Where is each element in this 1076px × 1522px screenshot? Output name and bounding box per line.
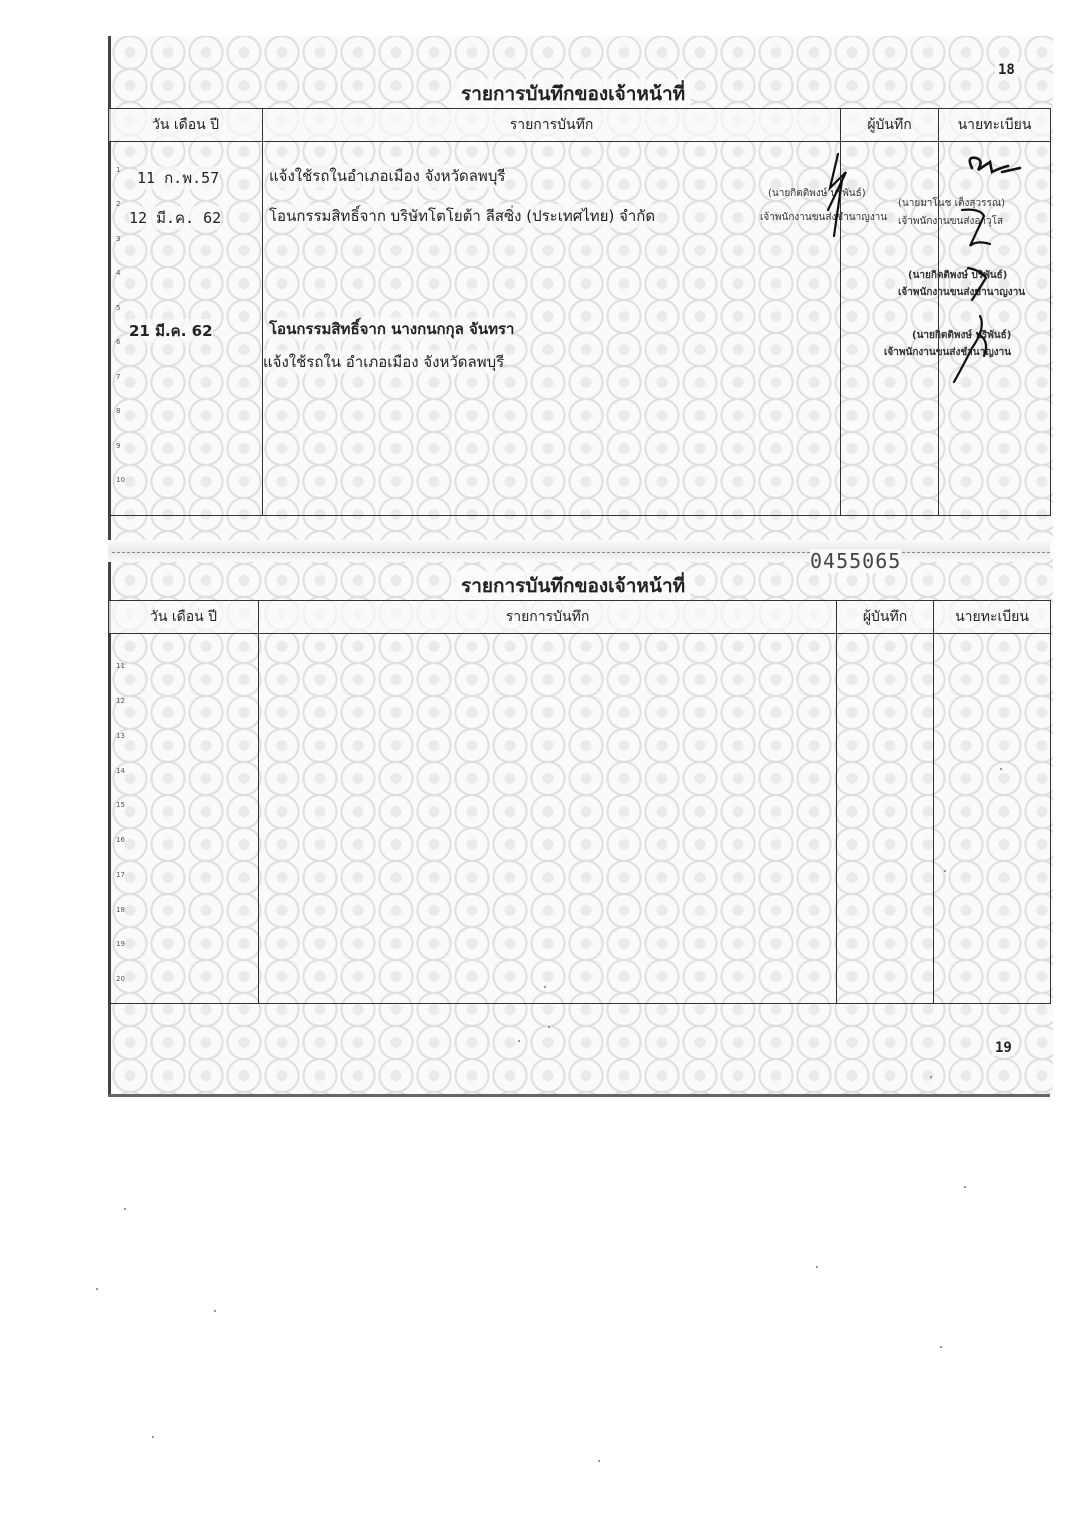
section-title-lower: รายการบันทึกของเจ้าหน้าที่	[455, 571, 691, 601]
signature-mark-registrar	[950, 150, 1040, 400]
scan-speck	[152, 1436, 154, 1438]
signature-mark-recorder	[820, 150, 860, 240]
header-registrar: นายทะเบียน	[934, 601, 1051, 634]
signature-name-4: (นายกิตติพงษ์ บริพันธ์)	[912, 330, 1012, 341]
row-text-3: โอนกรรมสิทธิ์จาก นางกนกกุล จันทรา	[269, 317, 514, 341]
line-number: 1	[116, 166, 121, 174]
line-number: 2	[116, 200, 121, 208]
line-number: 8	[116, 407, 121, 415]
signature-name-1: (นายกิตติพงษ์ บริพันธ์)	[768, 188, 866, 199]
signature-title-3: เจ้าพนักงานขนส่งชำนาญงาน	[898, 287, 1026, 298]
scan-speck	[964, 1186, 966, 1188]
records-table-lower	[108, 600, 1051, 1004]
header-registrar: นายทะเบียน	[939, 109, 1051, 142]
row-date-2: 12 มี.ค. 62	[129, 206, 221, 230]
signature-name-3: (นายกิตติพงษ์ บริพันธ์)	[908, 270, 1008, 281]
header-recorder: ผู้บันทึก	[841, 109, 939, 142]
recorder-column	[837, 634, 934, 1004]
header-date: วัน เดือน ปี	[109, 601, 259, 634]
line-number: 11	[116, 662, 125, 670]
row-text-1: แจ้งใช้รถในอำเภอเมือง จังหวัดลพบุรี	[269, 164, 505, 188]
line-number: 17	[116, 871, 125, 879]
signature-name-2: (นายมาโนช เต็งสุวรรณ)	[898, 198, 1006, 209]
page-number-bottom: 19	[992, 1040, 1015, 1056]
line-number: 13	[116, 732, 125, 740]
line-number: 5	[116, 304, 121, 312]
scan-speck	[1000, 768, 1002, 770]
scan-speck	[124, 1208, 126, 1210]
date-column	[109, 142, 263, 516]
scan-speck	[940, 1346, 942, 1348]
line-number: 3	[116, 235, 121, 243]
line-number: 18	[116, 906, 125, 914]
line-number: 6	[116, 338, 121, 346]
sheet-bottom-edge	[108, 1094, 1050, 1097]
header-entry: รายการบันทึก	[263, 109, 841, 142]
header-date: วัน เดือน ปี	[109, 109, 263, 142]
scan-speck	[816, 1266, 818, 1268]
row-date-1: 11 ก.พ.57	[137, 166, 219, 190]
line-numbers	[109, 634, 258, 1003]
line-number: 7	[116, 373, 121, 381]
date-column	[109, 634, 259, 1004]
row-text-4: แจ้งใช้รถใน อำเภอเมือง จังหวัดลพบุรี	[263, 350, 504, 374]
registrar-column	[934, 634, 1051, 1004]
page-fold	[108, 540, 1050, 562]
signature-title-1: เจ้าพนักงานขนส่งชำนาญงาน	[760, 212, 888, 223]
scan-speck	[930, 1076, 932, 1078]
entry-column	[259, 634, 837, 1004]
signature-title-2: เจ้าพนักงานขนส่งอาวุโส	[898, 216, 1004, 227]
scan-speck	[548, 1026, 550, 1028]
scan-speck	[598, 1460, 600, 1462]
line-number: 9	[116, 442, 121, 450]
line-number: 12	[116, 697, 125, 705]
scan-speck	[544, 986, 546, 988]
row-text-2: โอนกรรมสิทธิ์จาก บริษัทโตโยต้า ลีสซิ่ง (ประเทศไทย) จำกัด	[269, 204, 655, 228]
scan-speck	[96, 1288, 98, 1290]
scan-speck	[944, 870, 946, 872]
section-title-upper: รายการบันทึกของเจ้าหน้าที่	[455, 79, 691, 109]
scan-speck	[518, 1040, 520, 1042]
header-recorder: ผู้บันทึก	[837, 601, 934, 634]
line-number: 19	[116, 940, 125, 948]
page-number-top: 18	[995, 62, 1018, 78]
line-numbers	[109, 142, 262, 515]
fold-line	[112, 552, 1050, 553]
signature-title-4: เจ้าพนักงานขนส่งชำนาญงาน	[884, 347, 1012, 358]
line-number: 16	[116, 836, 125, 844]
row-date-3: 21 มี.ค. 62	[129, 319, 213, 343]
line-number: 10	[116, 476, 125, 484]
records-table-upper	[108, 108, 1051, 516]
line-number: 4	[116, 269, 121, 277]
header-entry: รายการบันทึก	[259, 601, 837, 634]
scan-speck	[214, 1310, 216, 1312]
document-code: 0455065	[810, 549, 902, 573]
line-number: 15	[116, 801, 125, 809]
line-number: 14	[116, 767, 125, 775]
line-number: 20	[116, 975, 125, 983]
entry-column	[263, 142, 841, 516]
